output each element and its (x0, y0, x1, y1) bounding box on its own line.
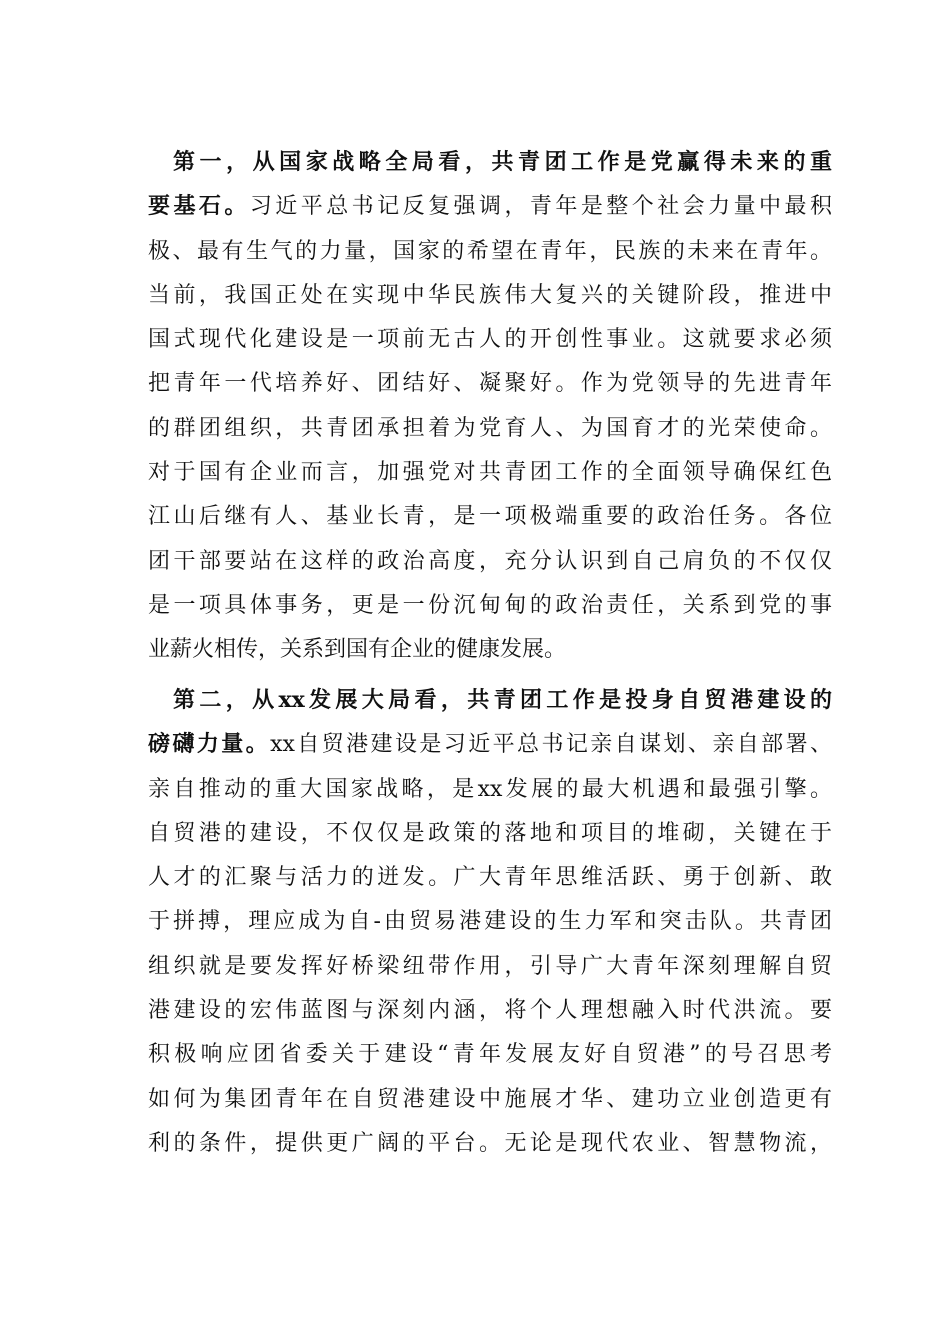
text-line (148, 899, 832, 943)
body-text: 亲自推动的重大国家战略，是xx发展的最大机遇和最强引擎。 (148, 776, 832, 802)
text-line (148, 767, 832, 811)
body-text: xx自贸港建设是习近平总书记亲自谋划、亲自部署、 (270, 732, 832, 758)
body-text: 如何为集团青年在自贸港建设中施展才华、建功立业创造更有 (148, 1086, 832, 1112)
body-text: 团干部要站在这样的政治高度，充分认识到自己肩负的不仅仅 (148, 548, 832, 574)
bold-lead-text: 第二，从xx发展大局看，共青团工作是投身自贸港建设的 (173, 687, 832, 713)
body-text: 是一项具体事务，更是一份沉甸甸的政治责任，关系到党的事 (148, 592, 832, 618)
text-line (148, 944, 832, 988)
text-line (148, 1032, 832, 1076)
body-text: 组织就是要发挥好桥梁纽带作用，引导广大青年深刻理解自贸 (148, 953, 832, 979)
text-line (148, 678, 832, 722)
body-text: 对于国有企业而言，加强党对共青团工作的全面领导确保红色 (148, 460, 832, 486)
paragraph-free-trade-port (148, 678, 832, 1165)
text-line (148, 722, 832, 766)
body-text: 人才的汇聚与活力的迸发。广大青年思维活跃、勇于创新、敢 (148, 865, 832, 891)
bold-lead-text: 磅礴力量。 (148, 731, 271, 758)
text-line (148, 583, 832, 627)
body-text: 积极响应团省委关于建设“青年发展友好自贸港”的号召思考 (148, 1042, 832, 1068)
body-text: 利的条件，提供更广阔的平台。无论是现代农业、智慧物流， (148, 1130, 832, 1156)
text-line (148, 184, 832, 228)
body-text: 的群团组织，共青团承担着为党育人、为国育才的光荣使命。 (148, 415, 832, 441)
text-line (148, 811, 832, 855)
body-text: 港建设的宏伟蓝图与深刻内涵，将个人理想融入时代洪流。要 (148, 998, 832, 1024)
text-line (148, 494, 832, 538)
text-line (148, 406, 832, 450)
text-line (148, 988, 832, 1032)
text-line (148, 539, 832, 583)
text-line (148, 140, 832, 184)
text-line (148, 1077, 832, 1121)
body-text: 把青年一代培养好、团结好、凝聚好。作为党领导的先进青年 (148, 371, 832, 397)
text-line (148, 1121, 832, 1165)
bold-lead-text: 第一，从国家战略全局看，共青团工作是党赢得未来的重 (173, 149, 832, 175)
text-line (148, 627, 832, 671)
body-text: 当前，我国正处在实现中华民族伟大复兴的关键阶段，推进中 (148, 282, 832, 308)
text-line (148, 855, 832, 899)
body-text: 自贸港的建设，不仅仅是政策的落地和项目的堆砌，关键在于 (148, 820, 832, 846)
paragraph-national-strategy (148, 140, 832, 672)
body-text: 极、最有生气的力量，国家的希望在青年，民族的未来在青年。 (148, 238, 832, 264)
body-text: 业薪火相传，关系到国有企业的健康发展。 (148, 637, 567, 663)
text-line (148, 229, 832, 273)
body-text: 习近平总书记反复强调，青年是整个社会力量中最积 (249, 194, 832, 220)
text-line (148, 317, 832, 361)
text-line (148, 273, 832, 317)
body-text: 江山后继有人、基业长青，是一项极端重要的政治任务。各位 (148, 504, 832, 530)
text-line (148, 361, 832, 405)
text-line (148, 450, 832, 494)
body-text: 于拼搏，理应成为自-由贸易港建设的生力军和突击队。共青团 (148, 909, 832, 935)
body-text: 国式现代化建设是一项前无古人的开创性事业。这就要求必须 (148, 327, 832, 353)
bold-lead-text: 要基石。 (148, 193, 250, 220)
